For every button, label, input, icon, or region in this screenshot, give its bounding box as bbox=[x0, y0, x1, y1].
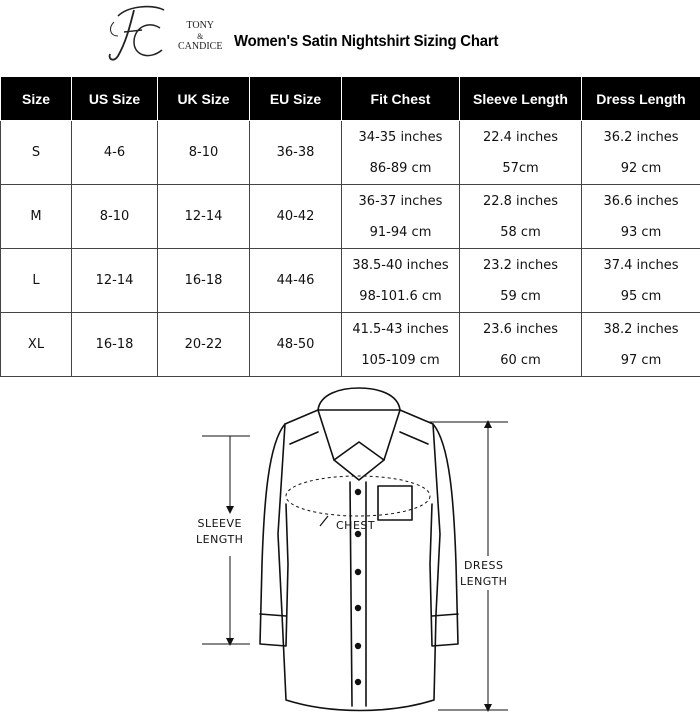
cell-uk-size: 12-14 bbox=[158, 185, 250, 249]
sleeve-inches: 23.2 inches bbox=[460, 250, 581, 281]
dress-inches: 36.6 inches bbox=[582, 186, 700, 217]
brand-name bbox=[178, 20, 222, 53]
table-row bbox=[1, 313, 700, 377]
shirt-diagram bbox=[190, 384, 530, 720]
cell-eu-size: 40-42 bbox=[250, 185, 342, 249]
cell-dress-length bbox=[582, 185, 700, 249]
chest-inches: 36-37 inches bbox=[342, 186, 459, 217]
dress-inches: 36.2 inches bbox=[582, 122, 700, 153]
shirt-collar bbox=[318, 388, 400, 460]
shirt-right-sleeve bbox=[430, 424, 458, 646]
cell-uk-size: 16-18 bbox=[158, 249, 250, 313]
sleeve-cm: 59 cm bbox=[460, 281, 581, 312]
cell-us-size: 12-14 bbox=[72, 249, 158, 313]
chest-inches: 38.5-40 inches bbox=[342, 250, 459, 281]
chest-label: CHEST bbox=[336, 518, 375, 534]
shirt-illustration-icon bbox=[190, 384, 530, 720]
cell-size: M bbox=[1, 185, 72, 249]
header-uk-size: UK Size bbox=[158, 77, 250, 121]
cell-uk-size: 20-22 bbox=[158, 313, 250, 377]
page-title: Women's Satin Nightshirt Sizing Chart bbox=[234, 33, 498, 51]
sizing-table bbox=[0, 76, 700, 377]
brand-logo-icon bbox=[104, 2, 170, 64]
cell-size: XL bbox=[1, 313, 72, 377]
header-fit-chest: Fit Chest bbox=[342, 77, 460, 121]
cell-sleeve-length bbox=[460, 185, 582, 249]
dress-label-line1: DRESS bbox=[460, 558, 507, 574]
cell-fit-chest bbox=[342, 185, 460, 249]
sleeve-length-label bbox=[196, 516, 243, 548]
cell-uk-size: 8-10 bbox=[158, 121, 250, 185]
sleeve-inches: 22.8 inches bbox=[460, 186, 581, 217]
cell-us-size: 8-10 bbox=[72, 185, 158, 249]
chest-inches: 34-35 inches bbox=[342, 122, 459, 153]
header bbox=[0, 0, 700, 76]
dress-length-label bbox=[460, 558, 507, 590]
sleeve-cm: 60 cm bbox=[460, 345, 581, 376]
chest-cm: 105-109 cm bbox=[342, 345, 459, 376]
brand-name-line1: TONY bbox=[186, 20, 214, 31]
cell-us-size: 16-18 bbox=[72, 313, 158, 377]
cell-dress-length bbox=[582, 249, 700, 313]
cell-us-size: 4-6 bbox=[72, 121, 158, 185]
header-sleeve-length: Sleeve Length bbox=[460, 77, 582, 121]
cell-eu-size: 44-46 bbox=[250, 249, 342, 313]
sleeve-cm: 58 cm bbox=[460, 217, 581, 248]
cell-fit-chest bbox=[342, 121, 460, 185]
table-header-row bbox=[1, 77, 700, 121]
sleeve-cm: 57cm bbox=[460, 153, 581, 184]
chest-cm: 91-94 cm bbox=[342, 217, 459, 248]
dress-inches: 38.2 inches bbox=[582, 314, 700, 345]
sleeve-label-line2: LENGTH bbox=[196, 532, 243, 548]
cell-eu-size: 36-38 bbox=[250, 121, 342, 185]
chest-cm: 98-101.6 cm bbox=[342, 281, 459, 312]
shirt-pocket bbox=[378, 486, 412, 520]
dress-cm: 97 cm bbox=[582, 345, 700, 376]
header-eu-size: EU Size bbox=[250, 77, 342, 121]
brand-name-line2: CANDICE bbox=[178, 41, 222, 52]
dress-inches: 37.4 inches bbox=[582, 250, 700, 281]
cell-size: S bbox=[1, 121, 72, 185]
header-size: Size bbox=[1, 77, 72, 121]
cell-eu-size: 48-50 bbox=[250, 313, 342, 377]
chest-inches: 41.5-43 inches bbox=[342, 314, 459, 345]
chest-arrow bbox=[320, 516, 328, 526]
shirt-body-outline bbox=[278, 410, 440, 711]
cell-size: L bbox=[1, 249, 72, 313]
sleeve-inches: 22.4 inches bbox=[460, 122, 581, 153]
header-dress-length: Dress Length bbox=[582, 77, 700, 121]
dress-cm: 95 cm bbox=[582, 281, 700, 312]
cell-fit-chest bbox=[342, 249, 460, 313]
dress-label-line2: LENGTH bbox=[460, 574, 507, 590]
cell-dress-length bbox=[582, 313, 700, 377]
dress-cm: 92 cm bbox=[582, 153, 700, 184]
chest-measure-ellipse bbox=[286, 476, 430, 516]
cell-sleeve-length bbox=[460, 121, 582, 185]
cell-dress-length bbox=[582, 121, 700, 185]
chest-cm: 86-89 cm bbox=[342, 153, 459, 184]
table-row bbox=[1, 249, 700, 313]
dress-cm: 93 cm bbox=[582, 217, 700, 248]
table-row bbox=[1, 121, 700, 185]
brand-name-amp: & bbox=[178, 32, 222, 41]
cell-sleeve-length bbox=[460, 249, 582, 313]
table-row bbox=[1, 185, 700, 249]
sleeve-label-line1: SLEEVE bbox=[196, 516, 243, 532]
header-us-size: US Size bbox=[72, 77, 158, 121]
sleeve-inches: 23.6 inches bbox=[460, 314, 581, 345]
cell-sleeve-length bbox=[460, 313, 582, 377]
cell-fit-chest bbox=[342, 313, 460, 377]
shirt-left-sleeve bbox=[260, 424, 288, 646]
